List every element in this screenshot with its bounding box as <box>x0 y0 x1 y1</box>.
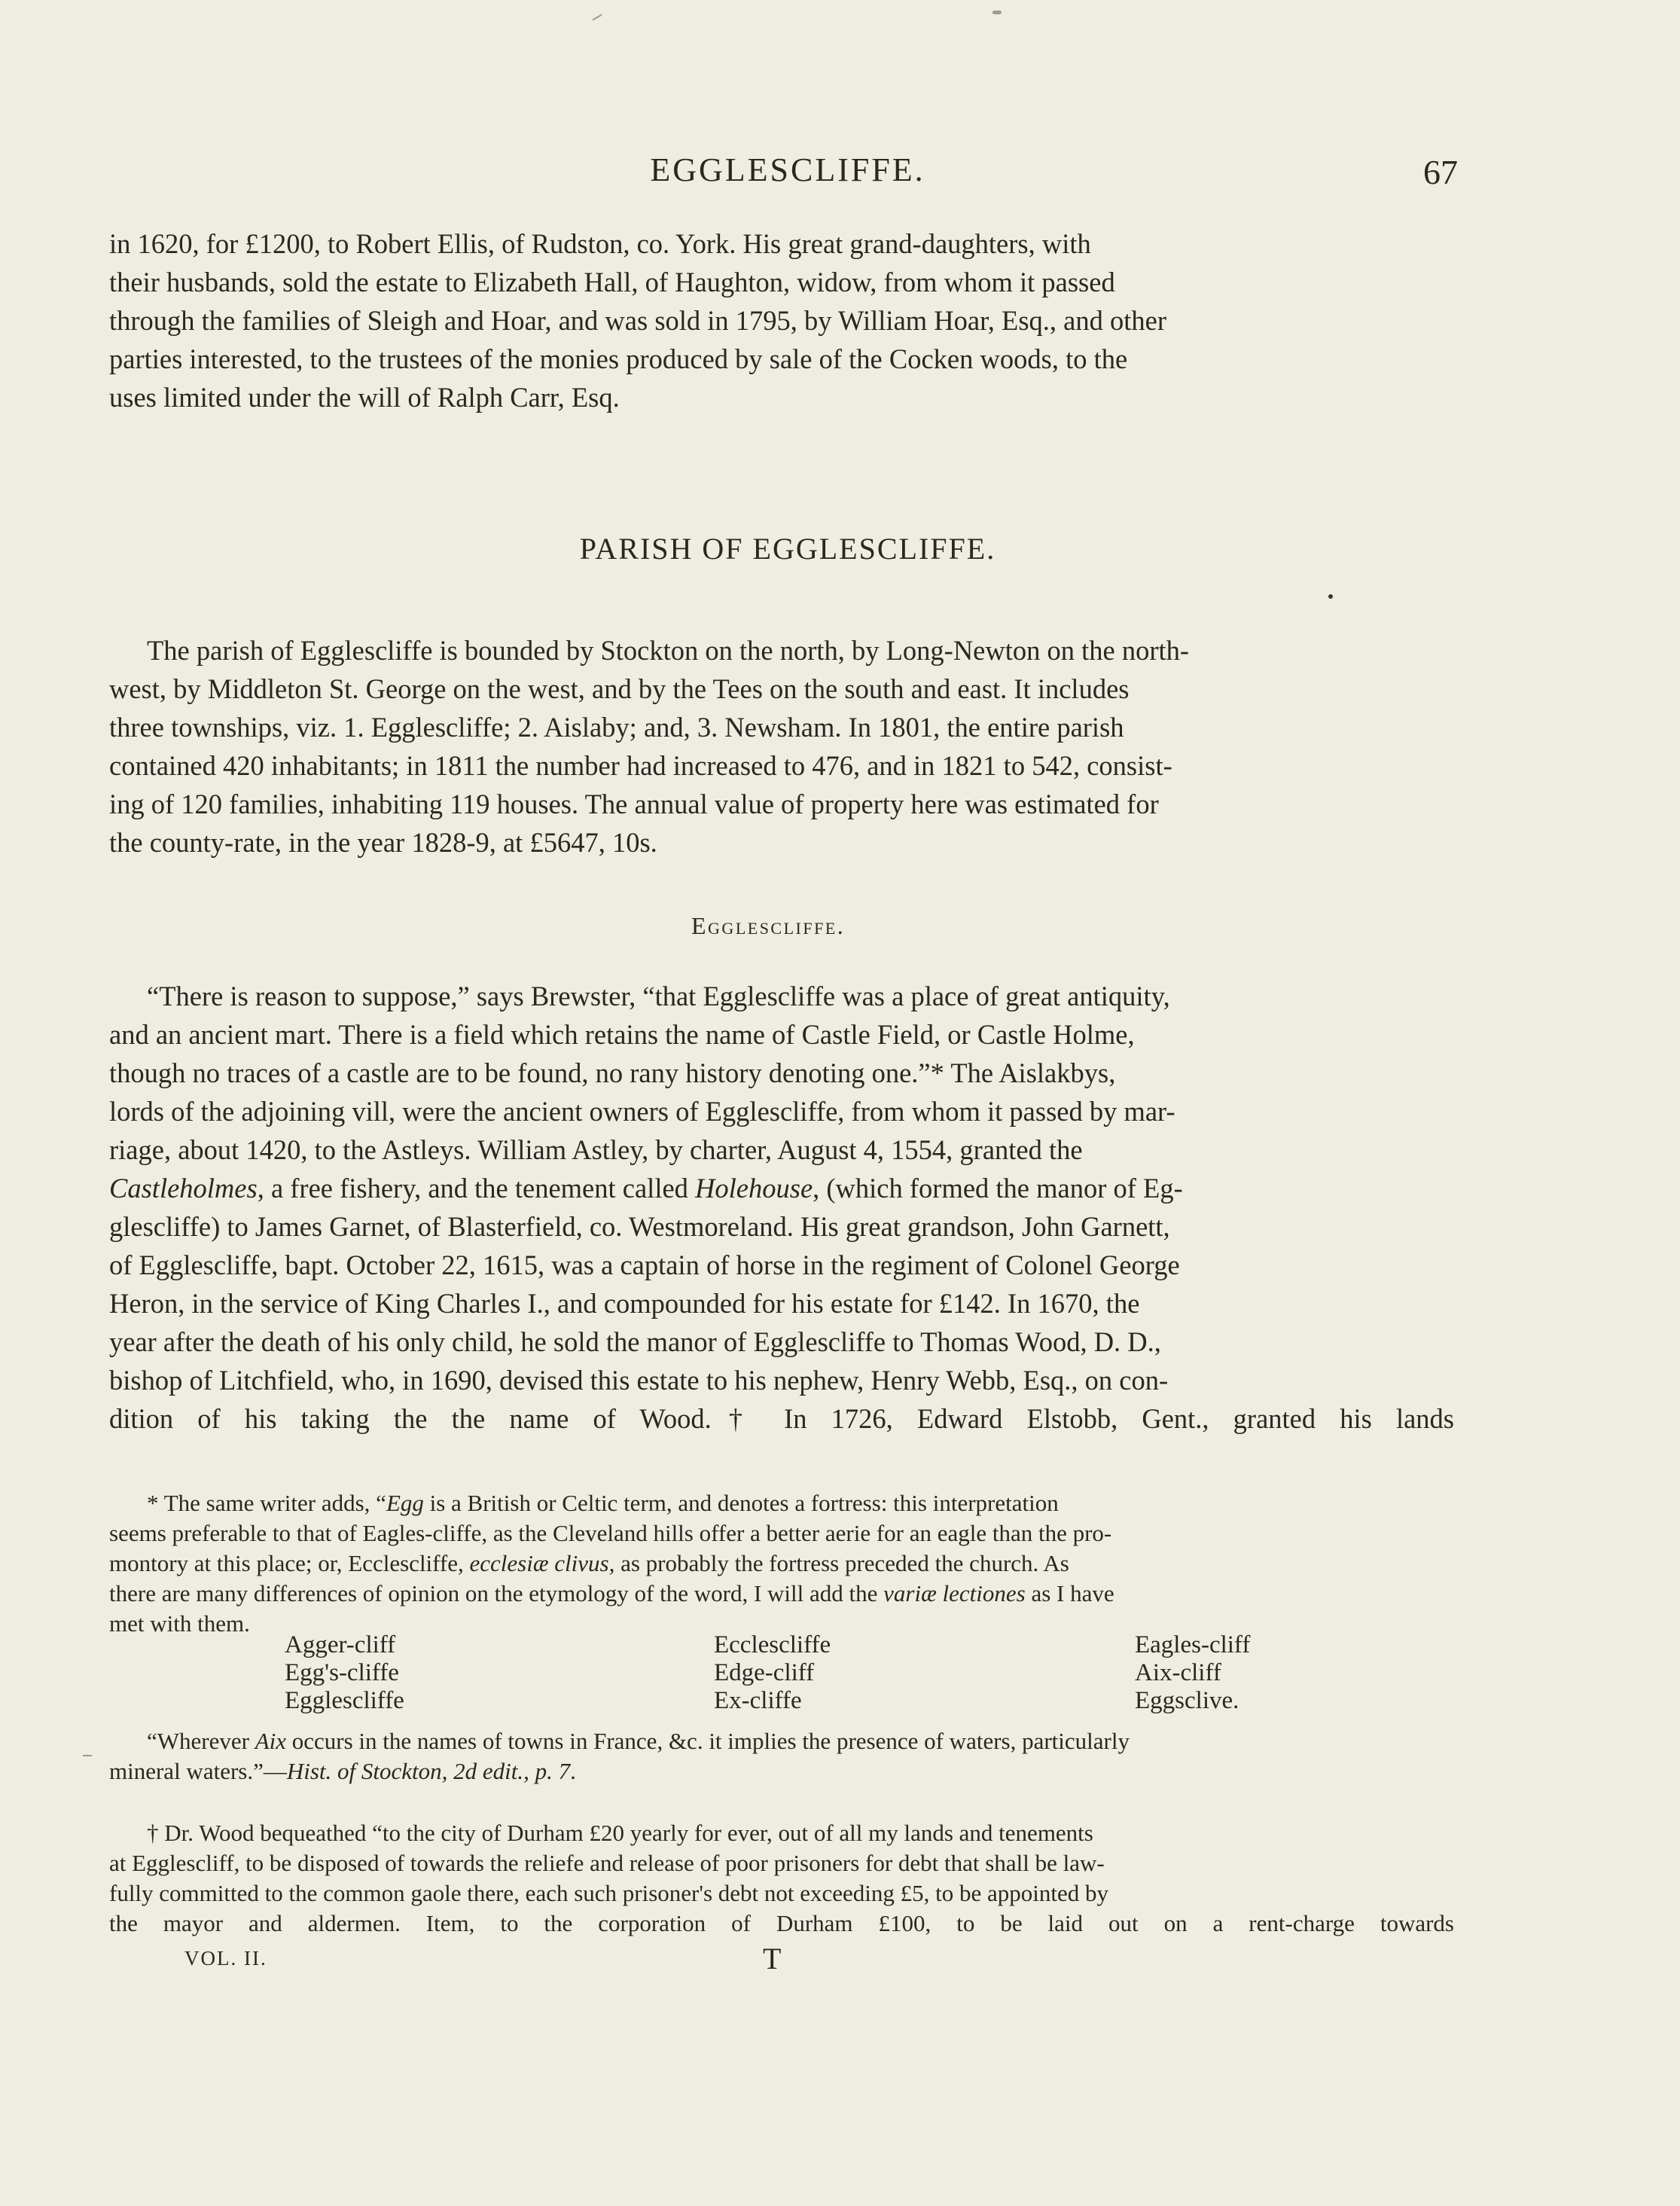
text-run: . <box>570 1758 576 1784</box>
paper-speck <box>992 11 1002 14</box>
text-line: though no traces of a castle are to be found, no rany history denoting one.”* The Aislakbys, <box>109 1057 1116 1088</box>
italic-term: Aix <box>255 1728 287 1754</box>
footnote-line: met with them. <box>109 1610 250 1637</box>
variant-cell: Aix-cliff <box>1135 1659 1221 1686</box>
footnote-line: seems preferable to that of Eagles-cliffe, as the Cleveland hills offer a better aerie for an eagle than the pro- <box>109 1520 1112 1546</box>
text-line: uses limited under the will of Ralph Carr, Esq. <box>109 382 620 413</box>
italic-term: variæ lectiones <box>883 1580 1026 1606</box>
page-number: 67 <box>1423 153 1458 191</box>
text-run: there are many differences of opinion on the etymology of the word, I will add the <box>109 1580 884 1606</box>
signature-mark: T <box>763 1942 782 1976</box>
subheading: Egglescliffe. <box>691 912 846 939</box>
footnote-1-closing <box>109 1726 1454 1786</box>
text-run: * The same writer adds, “ <box>147 1490 386 1516</box>
text-run: occurs in the names of towns in France, &c. it implies the presence of waters, particularly <box>286 1728 1130 1754</box>
footnote-line: at Egglescliff, to be disposed of towards the reliefe and release of poor prisoners for debt that shall be law- <box>109 1850 1105 1876</box>
variant-cell: Egglescliffe <box>285 1687 404 1714</box>
footnote-line: the mayor and aldermen. Item, to the corporation of Durham £100, to be laid out on a rent-charge towards <box>109 1910 1454 1936</box>
italic-term: Holehouse <box>695 1173 813 1204</box>
section-title: PARISH OF EGGLESCLIFFE. <box>579 532 996 566</box>
citation: Hist. of Stockton, 2d edit., p. 7 <box>286 1758 571 1784</box>
text-line: lords of the adjoining vill, were the ancient owners of Egglescliffe, from whom it passed by mar- <box>109 1096 1175 1127</box>
text-line: of Egglescliffe, bapt. October 22, 1615, was a captain of horse in the regiment of Colonel George <box>109 1249 1180 1280</box>
text-run: as I have <box>1025 1580 1114 1606</box>
variant-cell: Egg's-cliffe <box>285 1659 399 1686</box>
main-paragraph <box>109 977 1454 1438</box>
variant-cell: Ecclescliffe <box>714 1631 831 1658</box>
text-line: west, by Middleton St. George on the west, and by the Tees on the south and east. It includes <box>109 673 1130 704</box>
text-line: The parish of Egglescliffe is bounded by Stockton on the north, by Long-Newton on the north- <box>147 635 1190 666</box>
stray-mark <box>1328 594 1333 599</box>
variant-cell: Agger-cliff <box>285 1631 396 1658</box>
footnote-line <box>109 1579 1454 1609</box>
running-head <box>0 151 1680 196</box>
volume-label: VOL. II. <box>184 1947 267 1970</box>
text-line: their husbands, sold the estate to Elizabeth Hall, of Haughton, widow, from whom it passed <box>109 267 1115 297</box>
variant-cell: Eggsclive. <box>1135 1687 1239 1714</box>
text-run: is a British or Celtic term, and denotes a fortress: this interpretation <box>423 1490 1059 1516</box>
italic-term: ecclesiæ clivus, <box>469 1550 615 1576</box>
paper-speck <box>83 1755 92 1756</box>
footnote-line: fully committed to the common gaole there, each such prisoner's debt not exceeding £5, to be appointed by <box>109 1880 1109 1906</box>
text-run: “Wherever <box>147 1728 255 1754</box>
text-line: ing of 120 families, inhabiting 119 houses. The annual value of property here was estimated for <box>109 789 1159 819</box>
text-line: Heron, in the service of King Charles I., and compounded for his estate for £142. In 1670, the <box>109 1288 1140 1319</box>
text-line: contained 420 inhabitants; in 1811 the number had increased to 476, and in 1821 to 542, consist- <box>109 750 1172 781</box>
running-title: EGGLESCLIFFE. <box>650 151 925 188</box>
footnote-line <box>109 1488 1454 1518</box>
text-line: the county-rate, in the year 1828-9, at £5647, 10s. <box>109 827 657 858</box>
text-line: in 1620, for £1200, to Robert Ellis, of Rudston, co. York. His great grand-daughters, with <box>109 228 1091 259</box>
italic-term: Egg <box>386 1490 424 1516</box>
footnote-2 <box>109 1818 1454 1939</box>
variant-cell: Ex-cliffe <box>714 1687 802 1714</box>
footnote-line <box>109 1756 1454 1786</box>
text-line: glescliffe) to James Garnet, of Blasterfield, co. Westmoreland. His great grandson, John Garnett, <box>109 1211 1170 1242</box>
text-line <box>109 1169 1454 1207</box>
text-line: year after the death of his only child, he sold the manor of Egglescliffe to Thomas Wood, D. D., <box>109 1326 1161 1357</box>
footnote-1 <box>109 1488 1454 1639</box>
paper-speck <box>592 14 602 21</box>
footnote-line <box>109 1548 1454 1579</box>
text-run: , (which formed the manor of Eg- <box>813 1173 1183 1204</box>
text-line: parties interested, to the trustees of the monies produced by sale of the Cocken woods, to the <box>109 343 1128 374</box>
text-line: dition of his taking the the name of Wood.† In 1726, Edward Elstobb, Gent., granted his lands <box>109 1403 1454 1434</box>
text-line: and an ancient mart. There is a field which retains the name of Castle Field, or Castle Holme, <box>109 1019 1135 1050</box>
variant-cell: Eagles-cliff <box>1135 1631 1251 1658</box>
text-run: montory at this place; or, Ecclescliffe, <box>109 1550 470 1576</box>
variant-cell: Edge-cliff <box>714 1659 815 1686</box>
parish-paragraph <box>109 631 1454 862</box>
text-line: three townships, viz. 1. Egglescliffe; 2. Aislaby; and, 3. Newsham. In 1801, the entire parish <box>109 712 1124 743</box>
text-line: riage, about 1420, to the Astleys. William Astley, by charter, August 4, 1554, granted the <box>109 1134 1083 1165</box>
top-paragraph <box>109 224 1454 416</box>
italic-term: Castleholmes <box>109 1173 258 1204</box>
text-line: bishop of Litchfield, who, in 1690, devised this estate to his nephew, Henry Webb, Esq., on con- <box>109 1365 1169 1396</box>
text-run: , a free fishery, and the tenement called <box>257 1173 696 1204</box>
footnote-line <box>109 1726 1454 1756</box>
text-line: “There is reason to suppose,” says Brewster, “that Egglescliffe was a place of great antiquity, <box>147 981 1170 1011</box>
text-run: mineral waters.”— <box>109 1758 287 1784</box>
text-run: as probably the fortress preceded the church. As <box>614 1550 1069 1576</box>
text-line: through the families of Sleigh and Hoar, and was sold in 1795, by William Hoar, Esq., and other <box>109 305 1166 336</box>
footnote-line: † Dr. Wood bequeathed “to the city of Durham £20 yearly for ever, out of all my lands and tenements <box>147 1820 1093 1846</box>
